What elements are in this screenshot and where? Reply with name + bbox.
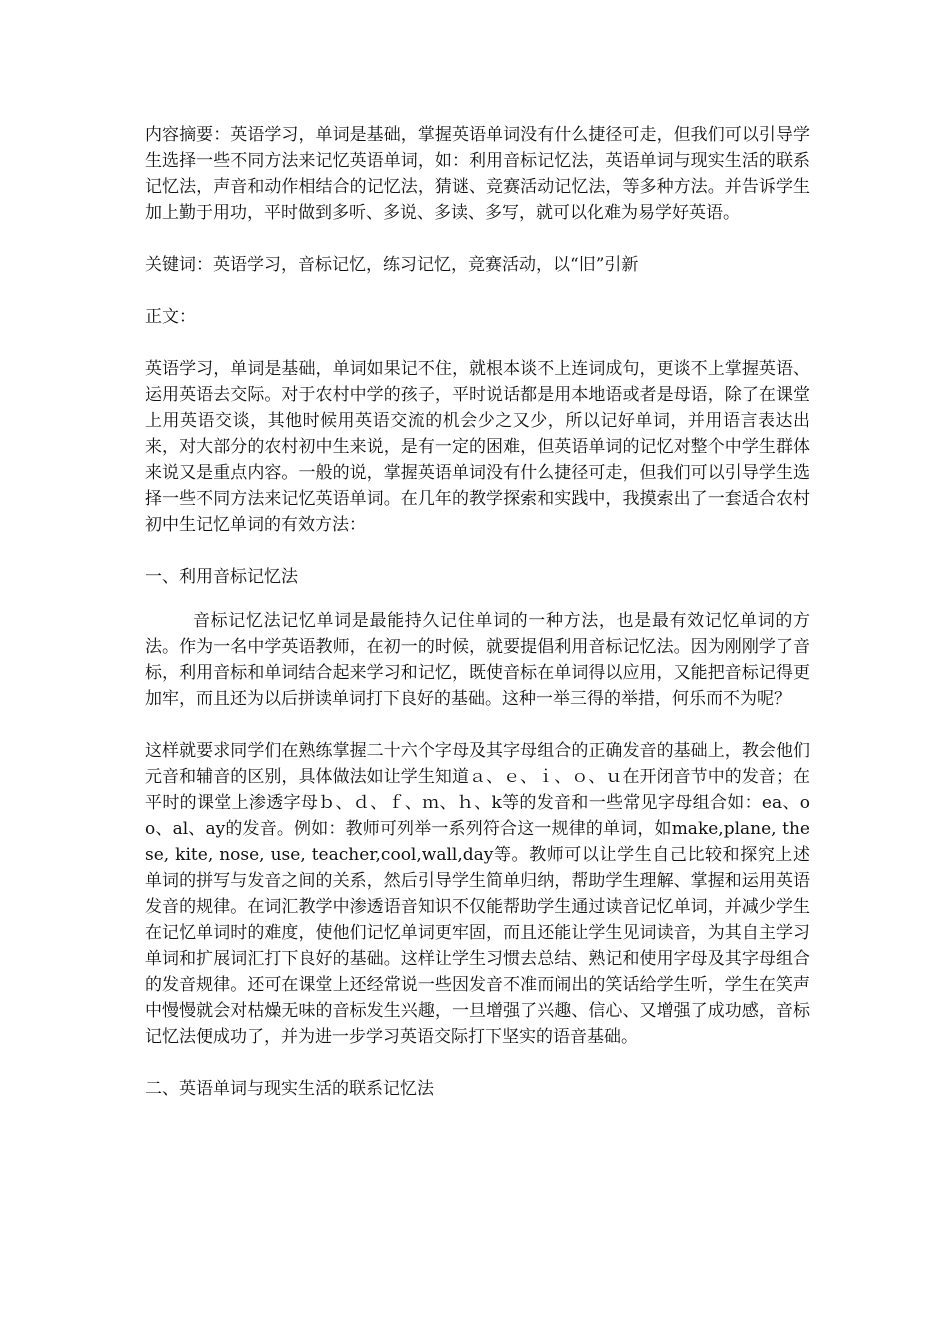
intro-paragraph: 英语学习，单词是基础，单词如果记不住，就根本谈不上连词成句，更谈不上掌握英语、运用英语去交际。对于农村中学的孩子，平时说话都是用本地语或者是母语，除了在课堂上用英语交谈，其他时候用英语交流的机会少之又少，所以记好单词，并用语言表达出来，对大部分的农村初中生来说，是有一定的困难，但英语单词的记忆对整个中学生群体来说又是重点内容。一般的说，掌握英语单词没有什么捷径可走，但我们可以引导学生选择一些不同方法来记忆英语单词。在几年的教学探索和实践中，我摸索出了一套适合农村初中生记忆单词的有效方法： bbox=[145, 359, 810, 535]
section1-paragraph-1: 音标记忆法记忆单词是最能持久记住单词的一种方法，也是最有效记忆单词的方法。作为一名中学英语教师，在初一的时候，就要提倡利用音标记忆法。因为刚刚学了音标，利用音标和单词结合起来学习和记忆，既使音标在单词得以应用，又能把音标记得更加牢，而且还为以后拼读单词打下良好的基础。这种一举三得的举措，何乐而不为呢？ bbox=[145, 611, 810, 709]
section1-heading: 一、利用音标记忆法 bbox=[145, 567, 298, 587]
abstract-paragraph: 内容摘要：英语学习，单词是基础，掌握英语单词没有什么捷径可走，但我们可以引导学生选择一些不同方法来记忆英语单词，如：利用音标记忆法，英语单词与现实生活的联系记忆法，声音和动作相结合的记忆法，猜谜、竞赛活动记忆法，等多种方法。并告诉学生加上勤于用功，平时做到多听、多说、多读、多写，就可以化难为易学好英语。 bbox=[145, 125, 810, 223]
document-page bbox=[145, 122, 810, 1128]
section2-heading: 二、英语单词与现实生活的联系记忆法 bbox=[145, 1079, 434, 1099]
body-label: 正文： bbox=[145, 307, 196, 327]
keywords-line: 关键词：英语学习，音标记忆，练习记忆，竞赛活动，以“旧”引新 bbox=[145, 255, 639, 275]
section1-paragraph-2: 这样就要求同学们在熟练掌握二十六个字母及其字母组合的正确发音的基础上，教会他们元音和辅音的区别，具体做法如让学生知道ａ、ｅ、ｉ、ｏ、ｕ在开闭音节中的发音；在平时的课堂上渗透字母ｂ、ｄ、ｆ、ｍ、ｈ、k等的发音和一些常见字母组合如：ea、oo、al、ay的发音。例如：教师可列举一系列符合这一规律的单词，如make,plane, these, kite, nose, use, teacher,cool,wall,day等。教师可以让学生自己比较和探究上述单词的拼写与发音之间的关系，然后引导学生简单归纳，帮助学生理解、掌握和运用英语发音的规律。在词汇教学中渗透语音知识不仅能帮助学生通过读音记忆单词，并减少学生在记忆单词时的难度，使他们记忆单词更牢固，而且还能让学生见词读音，为其自主学习单词和扩展词汇打下良好的基础。这样让学生习惯去总结、熟记和使用字母及其字母组合的发音规律。还可在课堂上还经常说一些因发音不准而闹出的笑话给学生听，学生在笑声中慢慢就会对枯燥无味的音标发生兴趣，一旦增强了兴趣、信心、又增强了成功感，音标记忆法便成功了，并为进一步学习英语交际打下坚实的语音基础。 bbox=[145, 741, 810, 1047]
